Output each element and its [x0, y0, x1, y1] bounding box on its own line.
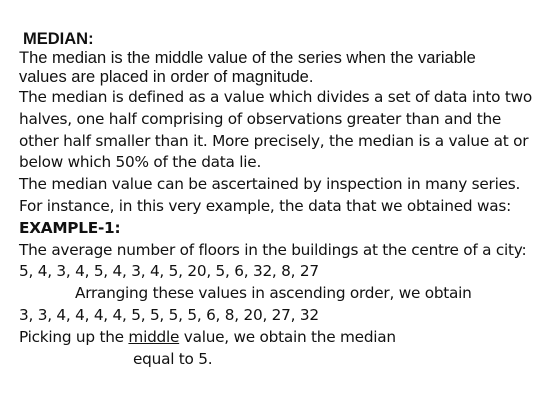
picking-text-before: Picking up the [19, 327, 129, 346]
definition-line-1: The median is the middle value of the series when the variable [19, 49, 476, 67]
body-line-1: The median is defined as a value which divides a set of data into two [19, 88, 532, 106]
body-line-6: For instance, in this very example, the data that we obtained was: [19, 196, 511, 215]
body-line-4: below which 50% of the data lie. [19, 153, 262, 172]
sorted-data-line: 3, 3, 4, 4, 4, 4, 5, 5, 5, 5, 6, 8, 20, 27, 32 [19, 305, 319, 324]
picking-text-after: value, we obtain the median [179, 327, 396, 346]
example-data-line: 5, 4, 3, 4, 5, 4, 3, 4, 5, 20, 5, 6, 32, 8, 27 [19, 262, 319, 281]
section-heading: MEDIAN: [23, 30, 94, 48]
example-line-1: The average number of floors in the buildings at the centre of a city: [19, 240, 527, 259]
definition-line-2: values are placed in order of magnitude. [19, 68, 314, 86]
picking-line [19, 327, 552, 349]
body-line-2: halves, one half comprising of observations greater than and the [19, 109, 502, 128]
picking-underlined-word: middle [128, 327, 180, 346]
body-line-3: other half smaller than it. More precisely, the median is a value at or [19, 131, 529, 150]
body-line-5: The median value can be ascertained by inspection in many series. [19, 175, 521, 194]
arrange-line: Arranging these values in ascending order, we obtain [75, 284, 472, 303]
example-title: EXAMPLE-1: [19, 218, 121, 237]
result-line: equal to 5. [133, 349, 213, 368]
